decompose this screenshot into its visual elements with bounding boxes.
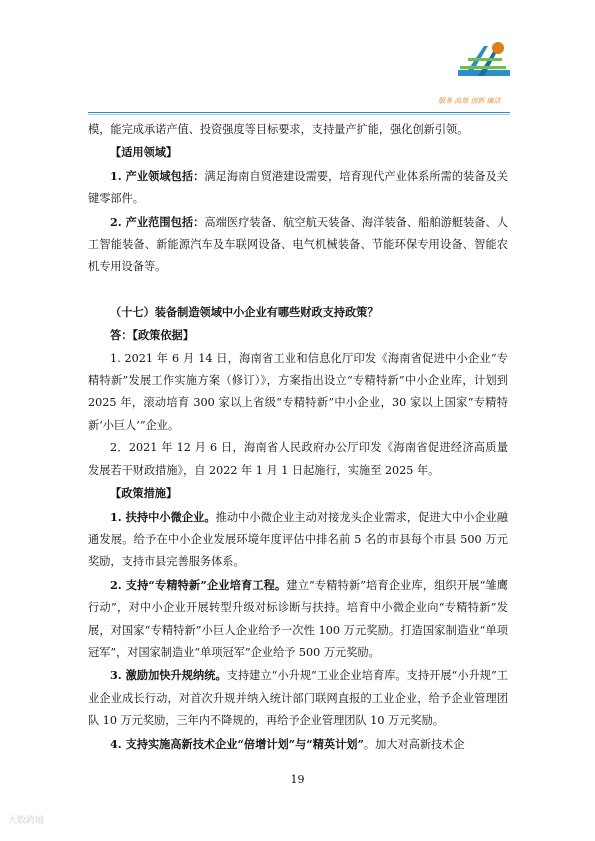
paragraph-heading-text: （十七）装备制造领域中小企业有哪些财政支持政策？ <box>110 304 379 319</box>
paragraph-heading-text: 3. 激励加快升规纳统。 <box>110 668 227 683</box>
logo-icon <box>454 40 512 88</box>
header-rule <box>88 112 510 113</box>
paragraph-heading-text: 2. 产业范围包括： <box>110 214 205 229</box>
page-number: 19 <box>290 773 305 786</box>
watermark: 大数跨境 <box>8 816 45 826</box>
paragraph <box>88 141 508 164</box>
paragraph-heading-text: 【适用领域】 <box>110 145 178 160</box>
paragraph-heading-text: 1. 产业领域包括： <box>110 168 205 183</box>
paragraph-text: 支持建立“小升规”工业企业培育库。支持开展“小升规”工业企业成长行动，对首次升规并纳入统计部门联网直报的工业企业，给予企业管理团队 10 万元奖励，三年内不降规的，再给予企业管理团队 10 万元奖励。 <box>88 669 508 728</box>
paragraph <box>88 482 508 505</box>
paragraph-heading-text: 答：【政策依据】 <box>110 328 194 343</box>
paragraph <box>88 119 508 141</box>
paragraph <box>88 165 508 211</box>
paragraph-heading-text: 4. 支持实施高新技术企业“倍增计划”与“精英计划” <box>110 736 364 751</box>
paragraph-text: 高端医疗装备、航空航天装备、海洋装备、船舶游艇装备、人工智能装备、新能源汽车及车联网设备、电气机械装备、节能环保专用设备、智能农机专用设备等。 <box>88 215 508 274</box>
paragraph-text: 1. 2021 年 6 月 14 日，海南省工业和信息化厅印发《海南省促进中小企业“专精特新”发展工作实施方案（修订）》，方案指出设立“专精特新”中小企业库，计划到 2025 年，滚动培育 300 家以上省级“专精特新”中小企业，30 家以上国家“专精特新‘小巨人’”企业。 <box>88 351 508 432</box>
paragraph <box>88 301 508 324</box>
paragraph-spacer <box>88 279 508 301</box>
paragraph-text: 2．2021 年 12 月 6 日，海南省人民政府办公厅印发《海南省促进经济高质量发展若干财政措施》，自 2022 年 1 月 1 日起施行，实施至 2025 年。 <box>88 441 508 477</box>
paragraph-text: 模，能完成承诺产值、投资强度等目标要求，支持量产扩能，强化创新引领。 <box>88 123 469 136</box>
paragraph-text: 满足海南自贸港建设需要，培育现代产业体系所需的装备及关键零部件。 <box>88 169 508 206</box>
header-rule-thin <box>88 114 510 115</box>
paragraph-text: 建立“专精特新”培育企业库，组织开展“雏鹰行动”，对中小企业开展转型升级对标诊断与扶持。培育中小微企业向“专精特新”发展，对国家“专精特新”小巨人企业给予一次性 100 万元奖励。打造国家制造业“单项冠军”，对国家制造业“单项冠军”企业给予 500 万元奖励。 <box>88 578 508 659</box>
paragraph <box>88 437 508 482</box>
paragraph-text: 。加大对高新技术企 <box>363 737 465 751</box>
paragraph-heading-text: 【政策措施】 <box>110 486 178 501</box>
paragraph <box>88 574 508 665</box>
header-slogan: 服务 高效 创新 廉洁 <box>438 97 501 105</box>
paragraph <box>88 211 508 279</box>
paragraph <box>88 664 508 732</box>
paragraph-heading-text: 1. 扶持中小微企业。 <box>110 509 216 524</box>
paragraph <box>88 733 508 756</box>
paragraph <box>88 348 508 438</box>
paragraph-heading-text: 2. 支持“专精特新”企业培育工程。 <box>110 577 287 592</box>
paragraph <box>88 506 508 574</box>
paragraph <box>88 324 508 347</box>
paragraph-text: 推动中小微企业主动对接龙头企业需求，促进大中小企业融通发展。给予在中小企业发展环境年度评估中排名前 5 名的市县每个市县 500 万元奖励，支持市县完善服务体系。 <box>88 510 508 569</box>
document-body <box>88 119 508 756</box>
